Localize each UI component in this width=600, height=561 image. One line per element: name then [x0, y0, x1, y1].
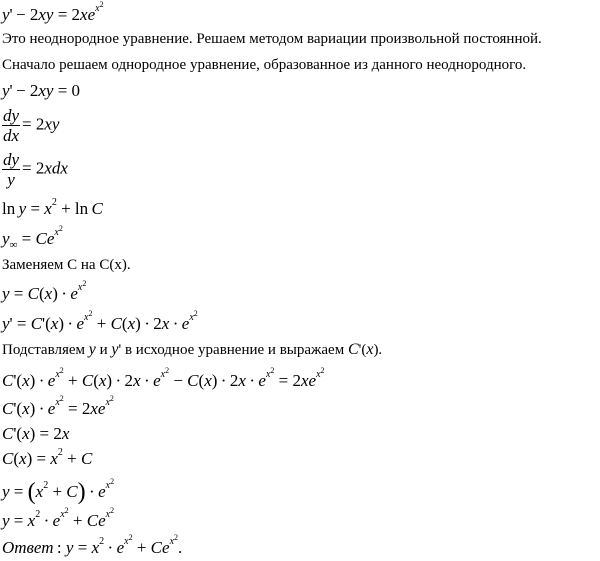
equation-substituted: $C'(x) \cdot e^{x^2} + C(x) \cdot 2x \cdot e^{x^2} - C(x) \cdot 2x \cdot e^{x^2} = 2xe^{x^2}$: [2, 366, 325, 390]
answer-line: Ответ : $y = x^2 \cdot e^{x^2} + Ce^{x^2}$.: [2, 533, 183, 557]
equation-c-function: $C(x) = x^2 + C$: [2, 447, 93, 468]
equation-separated: $\frac{dy}{y}$ = 2xdx: [3, 150, 68, 189]
equation-c-derivative: C'(x) = 2x: [2, 424, 70, 443]
text-line-nonhomogeneous: Это неоднородное уравнение. Решаем методом вариации произвольной постоянной.: [2, 31, 542, 47]
text-line-substitute: Подставляем y и y' в исходное уравнение и выражаем C'(x).: [2, 341, 383, 358]
equation-solution-expanded: $y = x^2 \cdot e^{x^2} + Ce^{x^2}$: [2, 506, 115, 530]
equation-integrated: $\ln y = x^2 + \ln C$: [2, 197, 103, 218]
text-line-replace: Заменяем С на С(x).: [2, 257, 131, 273]
equation-solution-factored: $y = (x^2 + C) \cdot e^{x^2}$: [2, 477, 115, 505]
equation-dy-dx: $\frac{dy}{dx}$ = 2xy: [3, 106, 60, 145]
equation-general-homogeneous: $y_\infty = Ce^{x^2}$: [2, 224, 63, 251]
answer-label: Ответ: [2, 538, 54, 557]
equation-simplified: $C'(x) \cdot e^{x^2} = 2xe^{x^2}$: [2, 394, 114, 418]
text-line-homogeneous: Сначало решаем однородное уравнение, образованное из данного неоднородного.: [2, 57, 527, 73]
equation-derivative: $y' = C'(x) \cdot e^{x^2} + C(x) \cdot 2x \cdot e^{x^2}$: [2, 309, 198, 333]
equation-original: $y' - 2xy = 2xe^{x^2}$: [2, 0, 104, 24]
equation-homogeneous: y' − 2xy = 0: [2, 81, 81, 100]
equation-variation: $y = C(x) \cdot e^{x^2}$: [2, 279, 87, 303]
